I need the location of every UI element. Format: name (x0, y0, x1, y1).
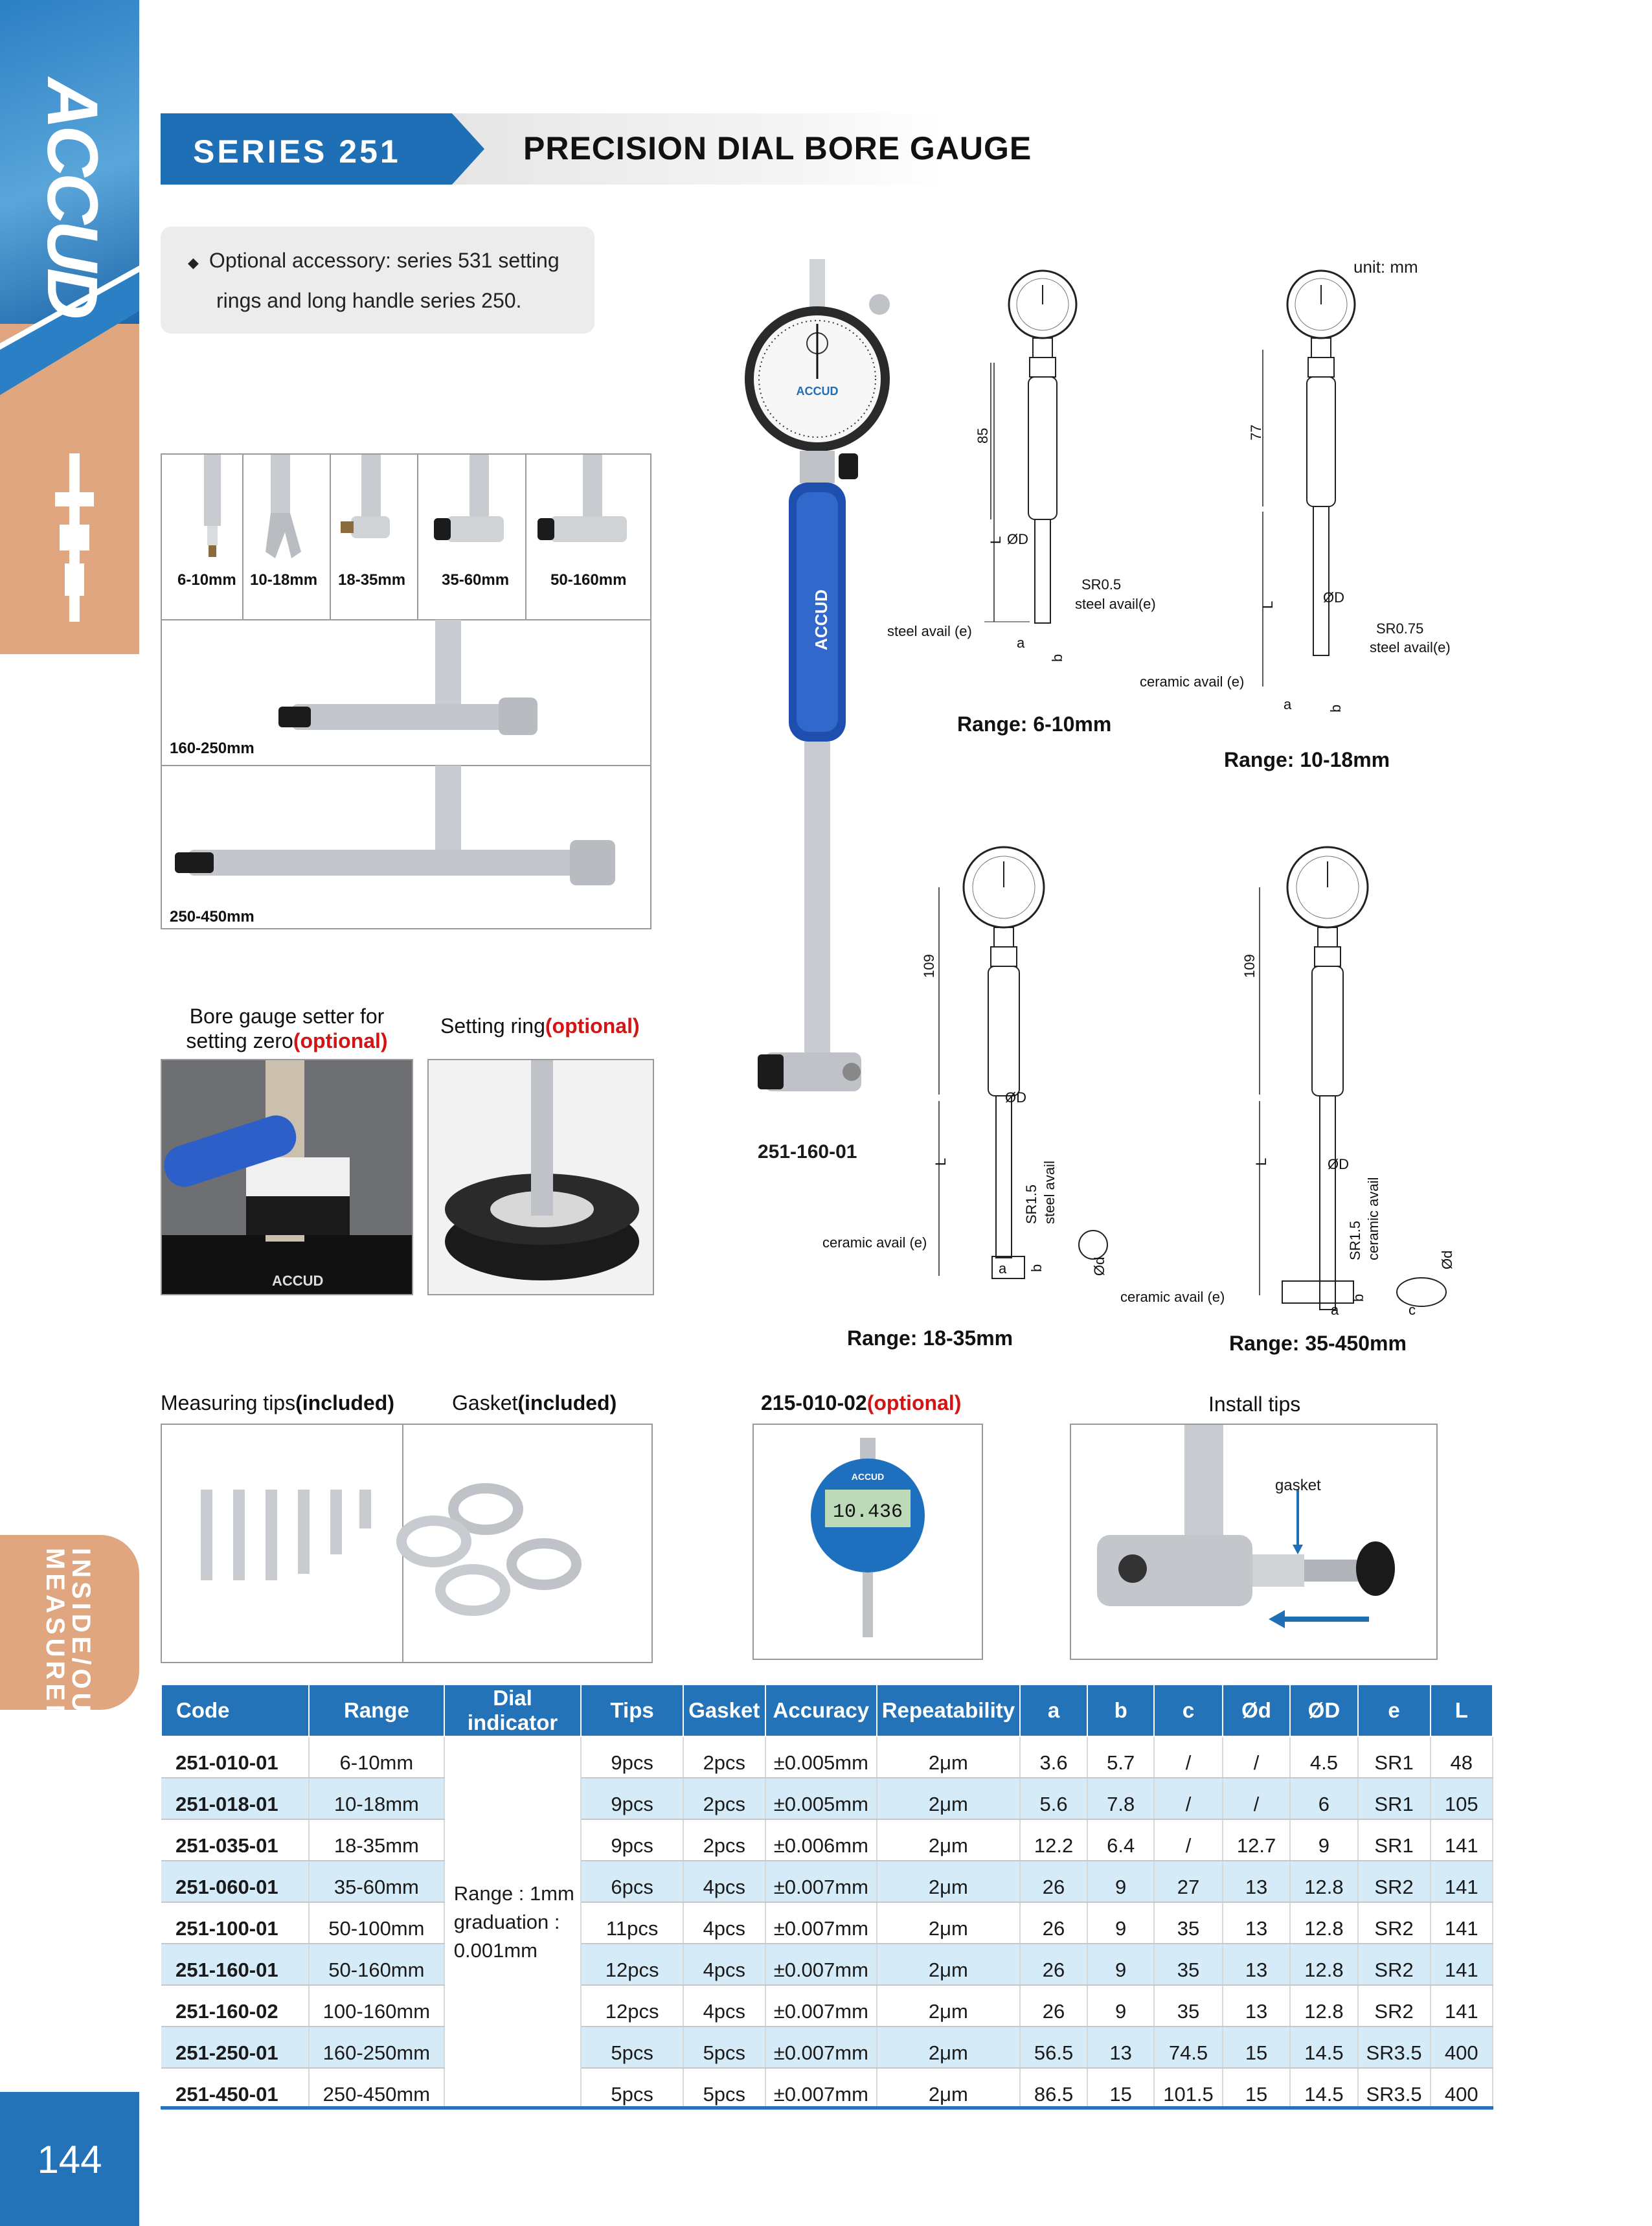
setter-caption (167, 1004, 407, 1053)
table-cell: SR1 (1358, 1736, 1431, 1778)
setter-brand: ACCUD (272, 1273, 324, 1289)
table-cell: 251-160-01 (161, 1944, 309, 1985)
col-repeatability: Repeatability (877, 1685, 1020, 1736)
table-cell: SR2 (1358, 1985, 1431, 2027)
svg-text:b: b (1028, 1264, 1045, 1272)
table-cell: 6pcs (581, 1861, 683, 1902)
table-cell: 9pcs (581, 1736, 683, 1778)
range-label-6-10: Range: 6-10mm (957, 712, 1112, 736)
range-label-18-35: Range: 18-35mm (847, 1326, 1013, 1350)
svg-text:109: 109 (1241, 954, 1258, 978)
table-row (161, 1819, 1493, 1861)
table-cell: 105 (1431, 1778, 1493, 1819)
table-cell: 15 (1087, 2068, 1154, 2109)
gasket-included: (included) (517, 1391, 617, 1414)
table-cell: ±0.005mm (765, 1736, 877, 1778)
digital-indicator-image (752, 1424, 983, 1660)
drawing-6-10mm (887, 259, 1156, 674)
svg-text:ØD: ØD (1328, 1156, 1349, 1172)
table-row (161, 1861, 1493, 1902)
gauge-model-label: 251-160-01 (758, 1141, 857, 1163)
col-d-large: ØD (1290, 1685, 1357, 1736)
col-d-small: Ød (1223, 1685, 1290, 1736)
table-cell: 6.4 (1087, 1819, 1154, 1861)
note-line-2: rings and long handle series 250. (216, 289, 522, 312)
svg-text:Ød: Ød (1091, 1256, 1107, 1276)
table-cell: SR2 (1358, 1902, 1431, 1944)
setter-image (161, 1059, 413, 1295)
svg-text:a: a (1017, 635, 1025, 651)
svg-text:ØD: ØD (1323, 589, 1344, 606)
digital-brand: ACCUD (851, 1471, 885, 1482)
table-cell: 2μm (877, 1861, 1020, 1902)
table-cell: 251-250-01 (161, 2027, 309, 2068)
svg-text:steel avail(e): steel avail(e) (1075, 596, 1156, 612)
series-label: SERIES 251 (193, 133, 401, 170)
tip-range-label: 50-160mm (550, 571, 627, 589)
long-range-label: 160-250mm (170, 740, 255, 757)
range-label-35-450: Range: 35-450mm (1229, 1332, 1407, 1355)
svg-text:SR1.5: SR1.5 (1347, 1220, 1363, 1260)
measuring-tips-caption (161, 1391, 394, 1415)
table-cell: / (1154, 1736, 1223, 1778)
table-cell: 9 (1087, 1902, 1154, 1944)
page-number: 144 (37, 2138, 102, 2181)
gasket-caption (452, 1391, 617, 1415)
table-cell: ±0.007mm (765, 1861, 877, 1902)
svg-text:Ød: Ød (1439, 1250, 1455, 1269)
svg-text:ceramic avail: ceramic avail (1365, 1177, 1381, 1260)
setter-caption-line1: Bore gauge setter for (189, 1005, 385, 1028)
accessory-note-text (188, 242, 589, 319)
table-cell: SR3.5 (1358, 2027, 1431, 2068)
table-cell: / (1223, 1736, 1290, 1778)
table-cell: 9pcs (581, 1819, 683, 1861)
tip-range-label: 6-10mm (177, 571, 236, 589)
table-row (161, 1985, 1493, 2027)
measuring-tips-included: (included) (295, 1391, 394, 1414)
digital-indicator-optional: (optional) (866, 1391, 962, 1414)
section-tab[interactable] (0, 1535, 139, 1811)
svg-text:ceramic avail (e): ceramic avail (e) (822, 1234, 927, 1251)
gasket-callout: gasket (1275, 1477, 1321, 1494)
micrometer-icon (52, 453, 97, 622)
svg-text:steel avail(e): steel avail(e) (1370, 639, 1451, 655)
digital-indicator-caption (761, 1391, 961, 1415)
svg-text:b: b (1350, 1293, 1366, 1302)
svg-text:L: L (1253, 1157, 1269, 1166)
table-cell: 26 (1020, 1985, 1087, 2027)
tip-range-label: 10-18mm (250, 571, 318, 589)
table-cell: 4pcs (683, 1902, 765, 1944)
table-cell: 141 (1431, 1819, 1493, 1861)
table-cell: SR2 (1358, 1944, 1431, 1985)
long-extension-images (162, 620, 650, 928)
table-row (161, 2027, 1493, 2068)
table-cell: 4pcs (683, 1861, 765, 1902)
table-cell: 400 (1431, 2068, 1493, 2109)
table-cell: 2μm (877, 2068, 1020, 2109)
svg-text:ceramic avail (e): ceramic avail (e) (1140, 674, 1245, 690)
drawing-18-35mm (822, 803, 1133, 1295)
table-cell: 2pcs (683, 1736, 765, 1778)
table-cell: 12pcs (581, 1944, 683, 1985)
note-line-1: Optional accessory: series 531 setting (209, 249, 560, 272)
table-cell: / (1154, 1819, 1223, 1861)
table-cell: 12.8 (1290, 1861, 1357, 1902)
gauge-face-brand: ACCUD (796, 385, 839, 398)
table-cell: 6-10mm (309, 1736, 444, 1778)
svg-text:SR1.5: SR1.5 (1023, 1184, 1039, 1224)
digital-indicator-code: 215-010-02 (761, 1391, 867, 1414)
table-cell: 5pcs (581, 2027, 683, 2068)
svg-text:L: L (1260, 600, 1276, 609)
table-cell: 74.5 (1154, 2027, 1223, 2068)
table-cell: 12.7 (1223, 1819, 1290, 1861)
table-cell: 2μm (877, 1944, 1020, 1985)
table-cell: 3.6 (1020, 1736, 1087, 1778)
table-cell: 13 (1223, 1861, 1290, 1902)
table-cell: 35 (1154, 1985, 1223, 2027)
table-row (161, 1778, 1493, 1819)
col-gasket: Gasket (683, 1685, 765, 1736)
table-cell: ±0.006mm (765, 1819, 877, 1861)
svg-text:ØD: ØD (1005, 1089, 1026, 1106)
table-cell: 2μm (877, 1819, 1020, 1861)
tip-range-label: 18-35mm (338, 571, 406, 589)
table-cell: ±0.007mm (765, 1944, 877, 1985)
table-cell: 251-160-02 (161, 1985, 309, 2027)
svg-text:ØD: ØD (1007, 531, 1028, 547)
col-c: c (1154, 1685, 1223, 1736)
svg-text:b: b (1049, 653, 1065, 662)
table-cell: 12pcs (581, 1985, 683, 2027)
table-cell: 48 (1431, 1736, 1493, 1778)
svg-text:steel avail (e): steel avail (e) (887, 623, 972, 639)
table-cell: 35-60mm (309, 1861, 444, 1902)
table-cell: 26 (1020, 1861, 1087, 1902)
col-l: L (1431, 1685, 1493, 1736)
tip-range-label: 35-60mm (442, 571, 510, 589)
spec-table-header (161, 1685, 1493, 1736)
table-cell: 18-35mm (309, 1819, 444, 1861)
svg-text:c: c (1409, 1302, 1416, 1318)
table-cell: 12.8 (1290, 1985, 1357, 2027)
table-cell: 4pcs (683, 1944, 765, 1985)
table-cell: 15 (1223, 2068, 1290, 2109)
spec-table (161, 1684, 1493, 2110)
svg-text:a: a (999, 1260, 1007, 1277)
table-cell: 251-018-01 (161, 1778, 309, 1819)
svg-text:SR0.75: SR0.75 (1376, 620, 1424, 637)
table-cell: SR2 (1358, 1861, 1431, 1902)
table-cell: 2pcs (683, 1819, 765, 1861)
table-cell: 14.5 (1290, 2027, 1357, 2068)
table-cell: 2μm (877, 1736, 1020, 1778)
svg-text:85: 85 (975, 427, 991, 444)
table-cell: 26 (1020, 1944, 1087, 1985)
table-row (161, 1944, 1493, 1985)
table-cell: 56.5 (1020, 2027, 1087, 2068)
table-cell: 9 (1290, 1819, 1357, 1861)
dial-indicator-text: graduation : (453, 1910, 560, 1933)
measuring-tips-label: Measuring tips (161, 1391, 296, 1414)
bullet-icon: ◆ (188, 255, 199, 271)
table-cell: 13 (1223, 1944, 1290, 1985)
svg-text:77: 77 (1248, 424, 1264, 440)
table-cell: 35 (1154, 1902, 1223, 1944)
col-accuracy: Accuracy (765, 1685, 877, 1736)
table-cell: 11pcs (581, 1902, 683, 1944)
table-cell: 9 (1087, 1944, 1154, 1985)
table-cell: 101.5 (1154, 2068, 1223, 2109)
table-row (161, 2068, 1493, 2109)
bottom-rule (161, 2106, 1493, 2109)
table-row (161, 1736, 1493, 1778)
table-cell: 5pcs (683, 2027, 765, 2068)
setting-ring-label: Setting ring (440, 1014, 545, 1038)
table-cell: 141 (1431, 1861, 1493, 1902)
table-cell: ±0.007mm (765, 1985, 877, 2027)
unit-label: unit: mm (1353, 257, 1418, 277)
table-cell: 9pcs (581, 1778, 683, 1819)
svg-text:a: a (1284, 696, 1292, 712)
table-cell: 251-100-01 (161, 1902, 309, 1944)
svg-text:L: L (933, 1157, 949, 1166)
dial-indicator-text: Range : 1mm (453, 1881, 574, 1905)
install-tips-image (1070, 1424, 1438, 1660)
tip-grid-lines (162, 455, 650, 620)
table-cell: 6 (1290, 1778, 1357, 1819)
table-cell: 15 (1223, 2027, 1290, 2068)
table-cell: 35 (1154, 1944, 1223, 1985)
table-cell: 26 (1020, 1902, 1087, 1944)
svg-text:a: a (1331, 1302, 1339, 1318)
table-cell: SR3.5 (1358, 2068, 1431, 2109)
range-label-10-18: Range: 10-18mm (1224, 748, 1390, 771)
table-cell: 50-160mm (309, 1944, 444, 1985)
col-code: Code (161, 1685, 309, 1736)
svg-text:SR0.5: SR0.5 (1081, 576, 1122, 593)
handle-brand: ACCUD (811, 589, 831, 650)
dial-indicator-cell (444, 1736, 582, 2109)
table-cell: 27 (1154, 1861, 1223, 1902)
col-range: Range (309, 1685, 444, 1736)
table-cell: SR1 (1358, 1778, 1431, 1819)
table-cell: 13 (1223, 1985, 1290, 2027)
table-cell: ±0.005mm (765, 1778, 877, 1819)
long-range-label: 250-450mm (170, 908, 255, 926)
drawing-10-18mm (1140, 246, 1477, 712)
setting-ring-caption (440, 1014, 640, 1038)
setter-caption-line2: setting zero (186, 1029, 293, 1052)
col-b: b (1087, 1685, 1154, 1736)
table-cell: 12.8 (1290, 1944, 1357, 1985)
table-cell: 14.5 (1290, 2068, 1357, 2109)
table-cell: 13 (1087, 2027, 1154, 2068)
table-cell: 5pcs (683, 2068, 765, 2109)
brand-logo: ACCUD (32, 78, 112, 316)
table-cell: 141 (1431, 1985, 1493, 2027)
table-cell: 5pcs (581, 2068, 683, 2109)
section-tab-line2: MEASUREMENT (41, 1548, 69, 1794)
dial-indicator-text: 0.001mm (453, 1938, 537, 1962)
tips-gasket-image (161, 1424, 653, 1663)
setting-ring-image (427, 1059, 654, 1295)
table-cell: 5.7 (1087, 1736, 1154, 1778)
table-cell: ±0.007mm (765, 1902, 877, 1944)
table-cell: 251-060-01 (161, 1861, 309, 1902)
table-cell: 5.6 (1020, 1778, 1087, 1819)
table-cell: / (1223, 1778, 1290, 1819)
table-cell: 141 (1431, 1902, 1493, 1944)
col-tips: Tips (581, 1685, 683, 1736)
table-cell: 13 (1223, 1902, 1290, 1944)
table-cell: 2μm (877, 2027, 1020, 2068)
table-cell: 100-160mm (309, 1985, 444, 2027)
svg-text:b: b (1328, 704, 1344, 712)
svg-text:steel avail: steel avail (1041, 1161, 1058, 1224)
svg-text:ceramic avail (e): ceramic avail (e) (1120, 1289, 1225, 1305)
table-cell: 160-250mm (309, 2027, 444, 2068)
table-cell: 12.2 (1020, 1819, 1087, 1861)
table-cell: 251-035-01 (161, 1819, 309, 1861)
col-dial: Dial indicator (444, 1685, 582, 1736)
table-cell: 141 (1431, 1944, 1493, 1985)
table-cell: 7.8 (1087, 1778, 1154, 1819)
table-cell: 10-18mm (309, 1778, 444, 1819)
col-e: e (1358, 1685, 1431, 1736)
svg-text:109: 109 (921, 954, 937, 978)
tip-range-grid (161, 453, 651, 929)
spec-table-body (161, 1736, 1493, 2109)
table-cell: 2μm (877, 1902, 1020, 1944)
table-cell: ±0.007mm (765, 2068, 877, 2109)
section-tab-line1: INSIDE/OUTSIDE (67, 1548, 95, 1811)
table-cell: 2pcs (683, 1778, 765, 1819)
table-cell: SR1 (1358, 1819, 1431, 1861)
table-cell: 2μm (877, 1778, 1020, 1819)
setter-optional: (optional) (293, 1029, 388, 1052)
table-cell: ±0.007mm (765, 2027, 877, 2068)
table-cell: 9 (1087, 1861, 1154, 1902)
setting-ring-optional: (optional) (545, 1014, 640, 1038)
table-cell: 50-100mm (309, 1902, 444, 1944)
drawing-35-450mm (1120, 803, 1464, 1321)
table-cell: 9 (1087, 1985, 1154, 2027)
table-cell: 250-450mm (309, 2068, 444, 2109)
digital-reading: 10.436 (832, 1501, 903, 1523)
table-cell: 4pcs (683, 1985, 765, 2027)
table-cell: 251-010-01 (161, 1736, 309, 1778)
table-cell: 251-450-01 (161, 2068, 309, 2109)
page-title: PRECISION DIAL BORE GAUGE (523, 130, 1032, 166)
gasket-label: Gasket (452, 1391, 518, 1414)
table-cell: 86.5 (1020, 2068, 1087, 2109)
table-cell: 4.5 (1290, 1736, 1357, 1778)
table-cell: 12.8 (1290, 1902, 1357, 1944)
col-a: a (1020, 1685, 1087, 1736)
table-row (161, 1902, 1493, 1944)
svg-text:L: L (988, 536, 1004, 544)
table-cell: / (1154, 1778, 1223, 1819)
table-cell: 2μm (877, 1985, 1020, 2027)
table-cell: 400 (1431, 2027, 1493, 2068)
install-tips-caption: Install tips (1208, 1392, 1301, 1416)
